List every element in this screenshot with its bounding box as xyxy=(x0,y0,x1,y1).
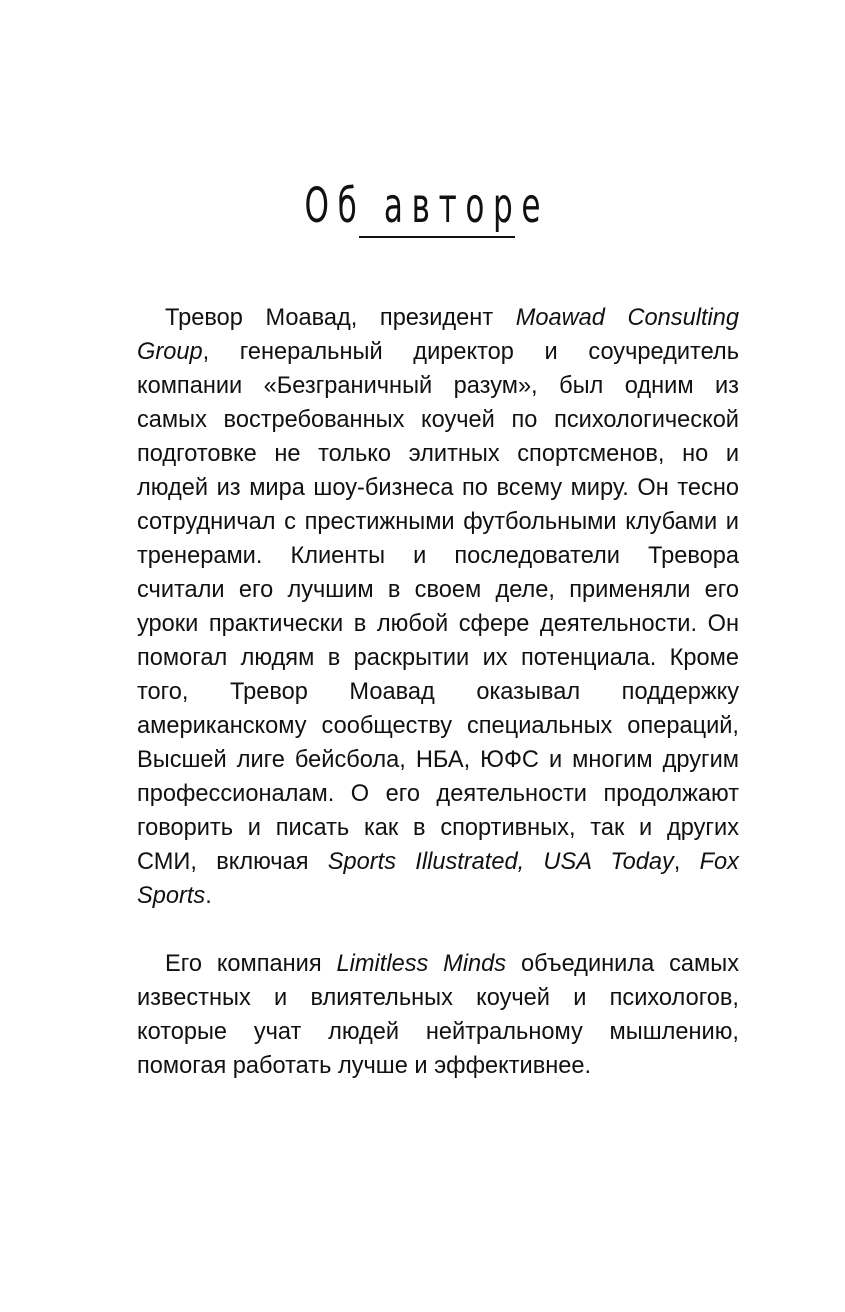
title-underline xyxy=(359,236,515,238)
period: . xyxy=(205,883,212,909)
author-bio xyxy=(137,301,739,1083)
bio-text: Тревор Моавад, президент xyxy=(165,305,516,331)
company-name: Moawad Consulting Group xyxy=(137,305,739,365)
media-name: Fox Sports xyxy=(137,849,739,909)
bio-text: , генеральный директор и соучредитель компании «Безграничный разум», был одним из самых востребованных коучей по психологической подготовке не только элитных спортсменов, но и людей из мира шоу-бизнеса по всему миру. Он тесно сотрудничал с престижными футбольными клубами и тренерами. Клиенты и последователи Тревора считали его лучшим в своем деле, применяли его уроки практически в любой сфере деятельности. Он помогал людям в раскрытии их потенциала. Кроме того, Тревор Моавад оказывал поддержку американскому сообществу специальных операций, Высшей лиге бейсбола, НБА, ЮФС и многим другим профессионалам. О его деятельности продолжают говорить и писать как в спортивных, так и других СМИ, включая xyxy=(137,339,739,875)
bio-paragraph-1 xyxy=(137,301,739,913)
separator: , xyxy=(673,849,700,875)
media-name: Sports Illustrated, USA Today xyxy=(327,849,674,875)
bio-text: объединила самых известных и влиятельных коучей и психологов, которые учат людей нейтральному мышлению, помогая работать лучше и эффективнее. xyxy=(137,951,740,1079)
company-name: Limitless Minds xyxy=(336,951,507,977)
bio-paragraph-2 xyxy=(137,947,739,1083)
page-title: Об авторе xyxy=(304,178,550,234)
bio-text: Его компания xyxy=(165,951,337,977)
